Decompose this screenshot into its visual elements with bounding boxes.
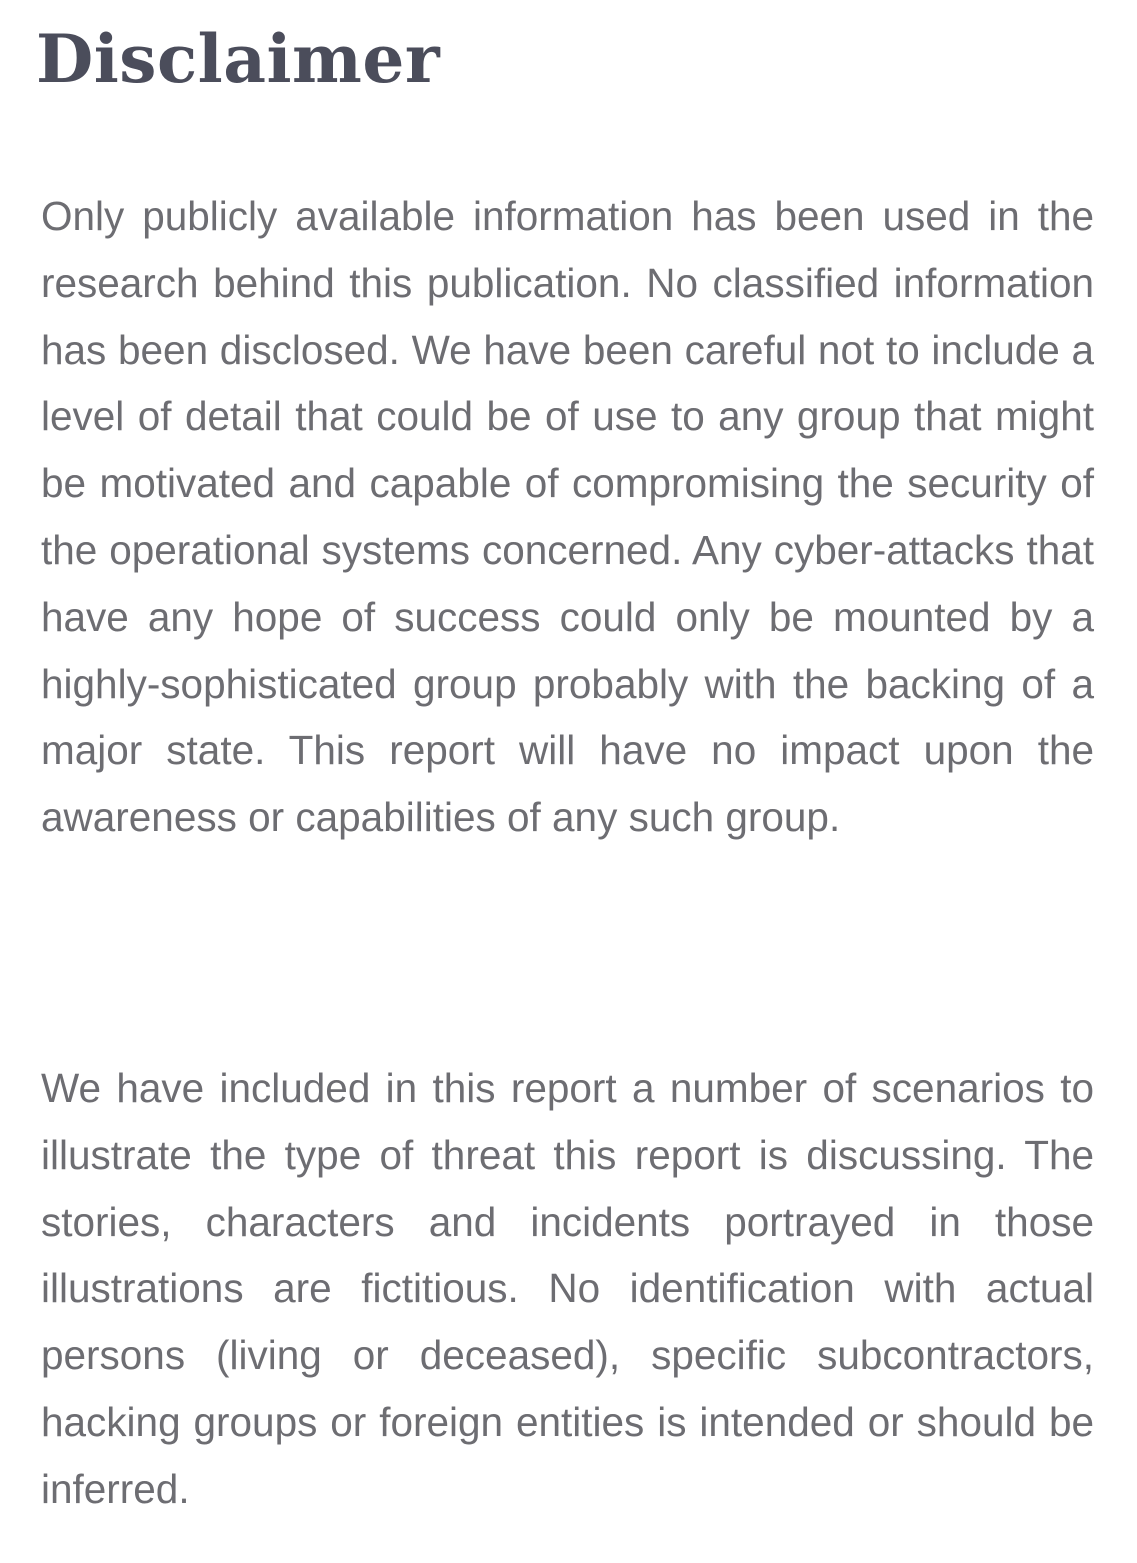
disclaimer-paragraph-scenarios: We have included in this report a number of scenarios to illustrate the type of threat this report is discussing. The stories, characters and incidents portrayed in those illustrations are fictitious. No identification with actual persons (living or deceased), specific subcontractors, hacking groups or foreign entities is intended or should be inferred. — [41, 1065, 1094, 1512]
disclaimer-paragraph-sources: Only publicly available information has been used in the research behind this publication. No classified information has been disclosed. We have been careful not to include a level of detail that could be of use to any group that might be motivated and capable of compromising the security of the operational systems concerned. Any cyber-attacks that have any hope of success could only be mounted by a highly-sophisticated group probably with the backing of a major state. This report will have no impact upon the awareness or capabilities of any such group. — [41, 193, 1094, 841]
page-title: Disclaimer — [36, 20, 441, 98]
